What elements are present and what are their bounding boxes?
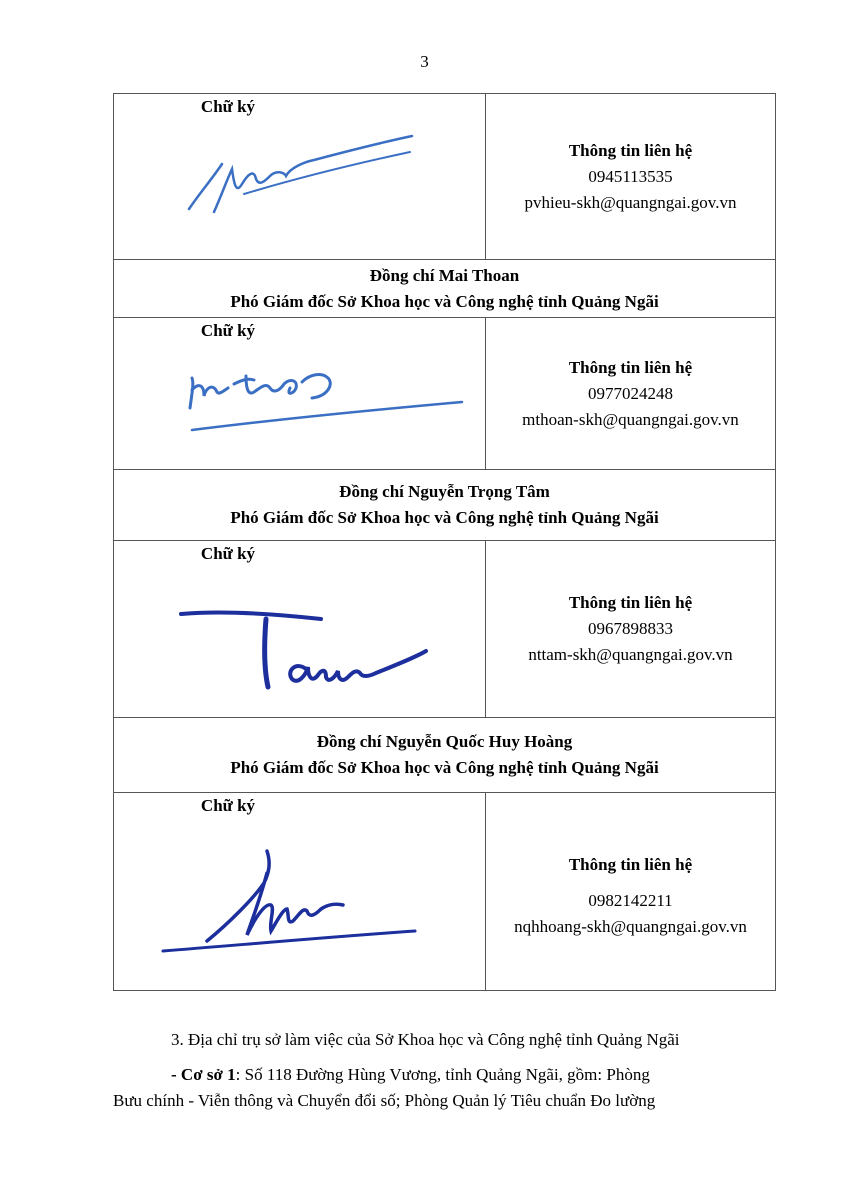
signature-image — [176, 599, 436, 699]
signature-row — [114, 317, 775, 469]
contact-cell — [486, 94, 775, 259]
signature-cell — [114, 318, 486, 469]
section-heading: 3. Địa chỉ trụ sở làm việc của Sở Khoa học và Công nghệ tỉnh Quảng Ngãi — [171, 1030, 680, 1049]
person-role: Phó Giám đốc Sở Khoa học và Công nghệ tỉnh Quảng Ngãi — [230, 758, 659, 777]
signature-image — [182, 348, 472, 438]
signature-table — [113, 93, 776, 991]
contact-phone: 0945113535 — [588, 166, 673, 186]
person-name: Đồng chí Nguyễn Quốc Huy Hoàng — [316, 732, 573, 751]
contact-cell — [486, 541, 775, 717]
signature-label: Chữ ký — [200, 544, 256, 563]
contact-phone: 0982142211 — [588, 890, 673, 910]
contact-phone: 0977024248 — [588, 383, 673, 403]
signature-cell — [114, 94, 486, 259]
person-info — [114, 260, 775, 317]
signature-row — [114, 792, 775, 990]
signature-row — [114, 540, 775, 717]
signature-image — [159, 843, 429, 963]
contact-title: Thông tin liên hệ — [568, 140, 693, 160]
address-line-1: : Số 118 Đường Hùng Vương, tỉnh Quảng Ngãi, gồm: Phòng — [235, 1065, 650, 1084]
person-name: Đồng chí Mai Thoan — [369, 265, 520, 285]
address-label: - Cơ sở 1 — [171, 1065, 236, 1084]
address-paragraph-continued: Bưu chính - Viễn thông và Chuyển đổi số; Phòng Quản lý Tiêu chuẩn Đo lường — [113, 1091, 656, 1110]
signature-label: Chữ ký — [200, 796, 256, 815]
person-row — [114, 259, 775, 317]
person-row — [114, 717, 775, 792]
person-info — [114, 718, 775, 792]
signature-row — [114, 94, 775, 259]
person-name: Đồng chí Nguyễn Trọng Tâm — [339, 482, 550, 501]
signature-cell — [114, 793, 486, 990]
contact-email: nttam-skh@quangngai.gov.vn — [528, 645, 733, 664]
contact-title: Thông tin liên hệ — [568, 357, 693, 377]
contact-cell — [486, 793, 775, 990]
contact-title: Thông tin liên hệ — [568, 593, 693, 612]
address-paragraph — [113, 1062, 768, 1088]
contact-title: Thông tin liên hệ — [568, 854, 693, 874]
contact-email: nqhhoang-skh@quangngai.gov.vn — [514, 916, 747, 936]
signature-image — [174, 124, 424, 224]
page-number: 3 — [420, 52, 429, 71]
contact-phone: 0967898833 — [588, 619, 673, 638]
contact-cell — [486, 318, 775, 469]
person-info — [114, 470, 775, 540]
person-role: Phó Giám đốc Sở Khoa học và Công nghệ tỉnh Quảng Ngãi — [230, 508, 659, 527]
contact-email: mthoan-skh@quangngai.gov.vn — [522, 409, 739, 429]
signature-label: Chữ ký — [200, 97, 256, 116]
signature-label: Chữ ký — [200, 321, 256, 340]
contact-email: pvhieu-skh@quangngai.gov.vn — [524, 192, 737, 212]
person-role: Phó Giám đốc Sở Khoa học và Công nghệ tỉnh Quảng Ngãi — [230, 291, 659, 311]
signature-cell — [114, 541, 486, 717]
person-row — [114, 469, 775, 540]
